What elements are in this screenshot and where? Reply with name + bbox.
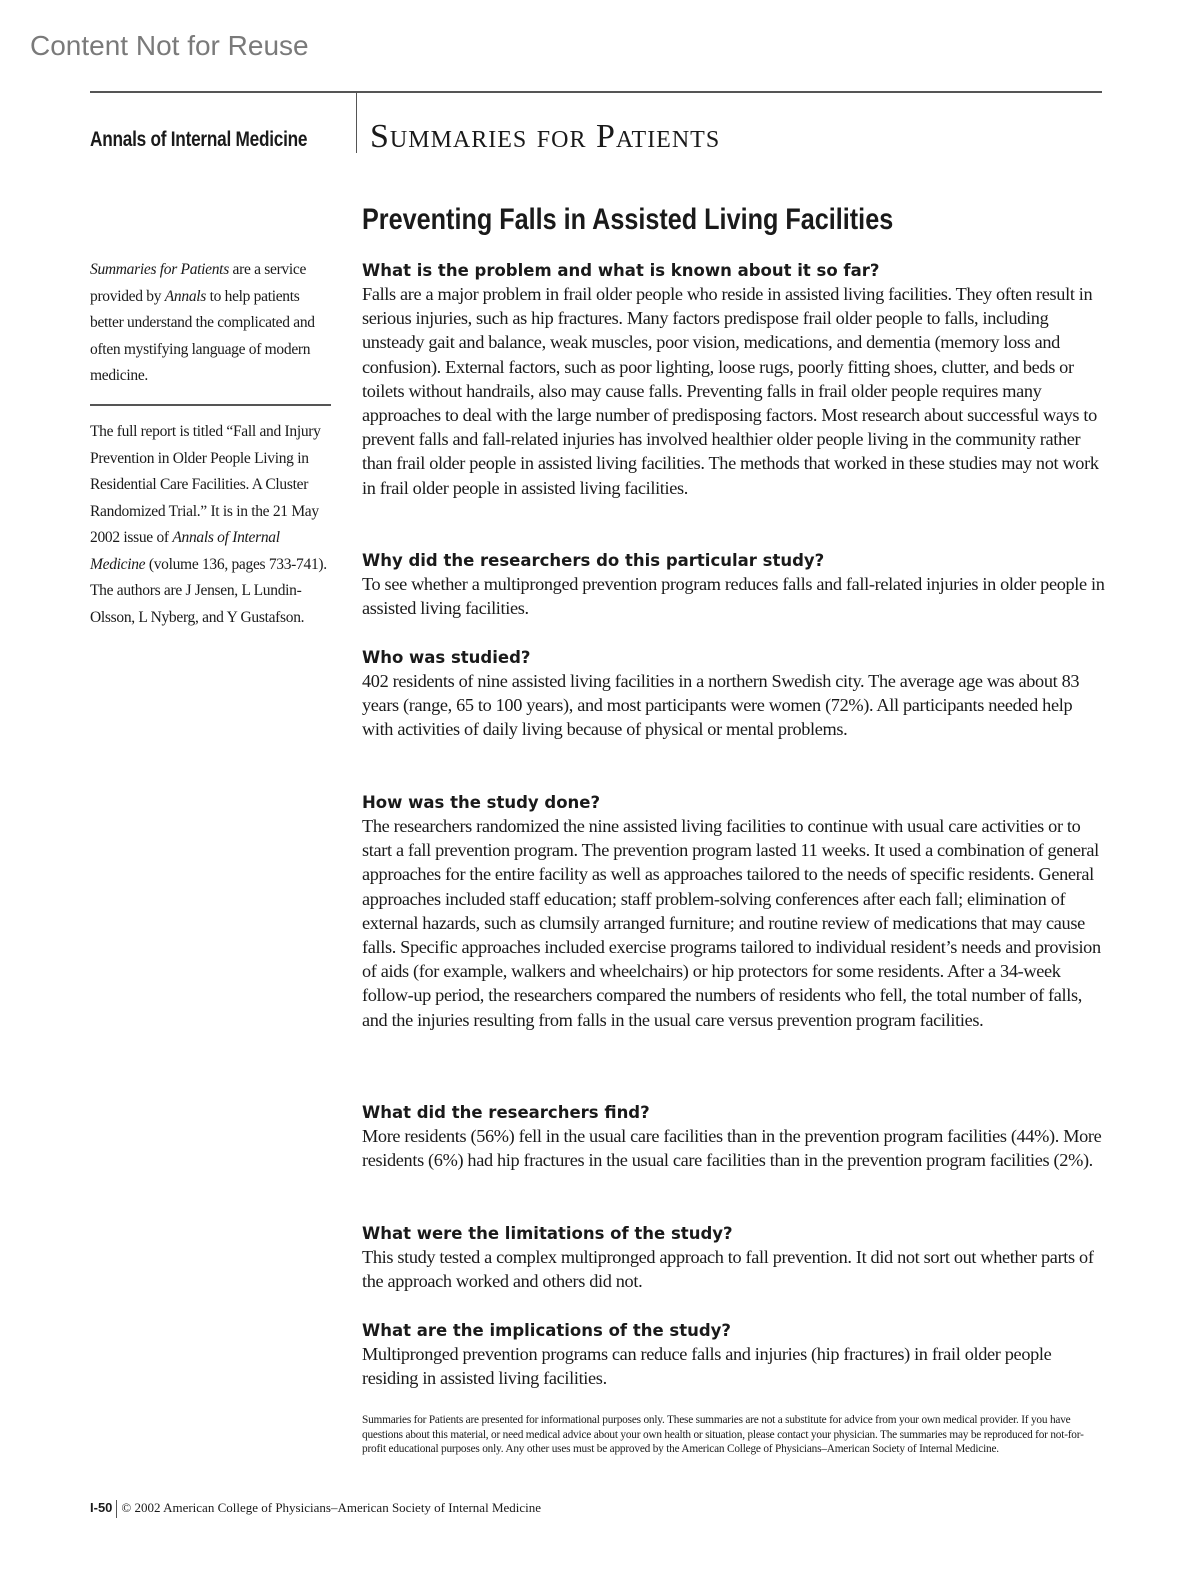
section-body: More residents (56%) fell in the usual care facilities than in the prevention program facilities (44%). More residents (6%) had hip fractures in the usual care facilities than in the prevention program facilities (2%). [362, 1126, 1102, 1171]
section-body: To see whether a multipronged prevention program reduces falls and fall-related injuries in older people in assisted living facilities. [362, 574, 1105, 619]
section-heading: How was the study done? [362, 793, 601, 812]
section-body: Falls are a major problem in frail older people who reside in assisted living facilities. They often result in serious injuries, such as hip fractures. Many factors predispose frail older people to falls, including unsteady gait and balance, weak muscles, poor vision, medications, and dementia (memory loss and confusion). External factors, such as poor lighting, loose rugs, poorly fitting shoes, clutter, and beds or toilets without handrails, also may cause falls. Preventing falls in frail older people requires many approaches to deal with the large number of predisposing factors. Most research about successful ways to prevent falls and fall-related injuries has involved healthier older people living in the community rather than frail older people in assisted living facilities. The methods that worked in these studies may not work in frail older people in assisted living facilities. [362, 284, 1099, 498]
article-title: Preventing Falls in Assisted Living Facilities [362, 203, 894, 236]
copyright: © 2002 American College of Physicians–American Society of Internal Medicine [121, 1500, 542, 1515]
watermark: Content Not for Reuse [30, 30, 309, 61]
section-heading: Why did the researchers do this particular study? [362, 551, 825, 570]
sidebar-rule [90, 404, 331, 406]
section-heading: What were the limitations of the study? [362, 1224, 733, 1243]
section-heading: Who was studied? [362, 648, 531, 667]
section-findings [362, 1102, 1107, 1172]
report-text: (volume 136, pages 733-741). The authors are J Jensen, L Lundin-Olsson, L Nyberg, and Y Gustafson. [90, 555, 327, 626]
intro-text: to help patients better understand the complicated and often mystifying language of modern medicine. [90, 287, 315, 384]
section-title: Summaries for Patients [370, 118, 721, 155]
intro-text: are a service provided by [90, 261, 307, 305]
section-body: 402 residents of nine assisted living facilities in a northern Swedish city. The average age was about 83 years (range, 65 to 100 years), and most participants were women (72%). All participants needed help with activities of daily living because of physical or mental problems. [362, 671, 1080, 740]
section-heading: What are the implications of the study? [362, 1321, 731, 1340]
intro-italic: Summaries for Patients [90, 261, 229, 278]
disclaimer: Summaries for Patients are presented for informational purposes only. These summaries are not a substitute for advice from your own medical provider. If you have questions about this material, or need medical advice about your own health or situation, please contact your physician. The summaries may be reproduced for not-for-profit educational purposes only. Any other uses must be approved by the American College of Physicians–American Society of Internal Medicine. [362, 1414, 1084, 1455]
sidebar-report-info [90, 419, 330, 631]
section-how [362, 792, 1107, 1032]
report-text: The full report is titled “Fall and Injury Prevention in Older People Living in Residential Care Facilities. A Cluster Randomized Trial.” It is in the 21 May 2002 issue of [90, 423, 321, 546]
section-implications [362, 1320, 1107, 1390]
journal-name: Annals of Internal Medicine [90, 128, 308, 151]
page-footer [90, 1500, 541, 1518]
footer-divider [116, 1500, 117, 1518]
intro-italic: Annals [164, 287, 207, 305]
report-italic: Annals of Internal Medicine [90, 529, 280, 573]
section-who [362, 647, 1107, 742]
header-rule [90, 91, 1102, 93]
section-limitations [362, 1223, 1107, 1293]
section-body: This study tested a complex multipronged approach to fall prevention. It did not sort out whether parts of the approach worked and others did not. [362, 1247, 1094, 1292]
section-body: The researchers randomized the nine assisted living facilities to continue with usual care activities or to start a fall prevention program. The prevention program lasted 11 weeks. It used a combination of general approaches for the entire facility as well as approaches tailored to the needs of specific residents. General approaches included staff education; staff problem-solving conferences after each fall; elimination of external hazards, such as clumsily arranged furniture; and routine review of medications that may cause falls. Specific approaches included exercise programs tailored to individual resident’s needs and provision of aids (for example, walkers and wheelchairs) or hip protectors for some residents. After a 34-week follow-up period, the researchers compared the numbers of residents who fell, the total number of falls, and the injuries resulting from falls in the usual care versus prevention program facilities. [362, 816, 1101, 1030]
page-number: I-50 [90, 1500, 113, 1515]
section-body: Multipronged prevention programs can reduce falls and injuries (hip fractures) in frail older people residing in assisted living facilities. [362, 1344, 1052, 1389]
header-divider [356, 93, 357, 153]
sidebar-intro [90, 257, 330, 390]
section-heading: What did the researchers find? [362, 1103, 650, 1122]
section-problem [362, 260, 1107, 500]
section-heading: What is the problem and what is known about it so far? [362, 261, 880, 280]
section-why [362, 550, 1107, 620]
